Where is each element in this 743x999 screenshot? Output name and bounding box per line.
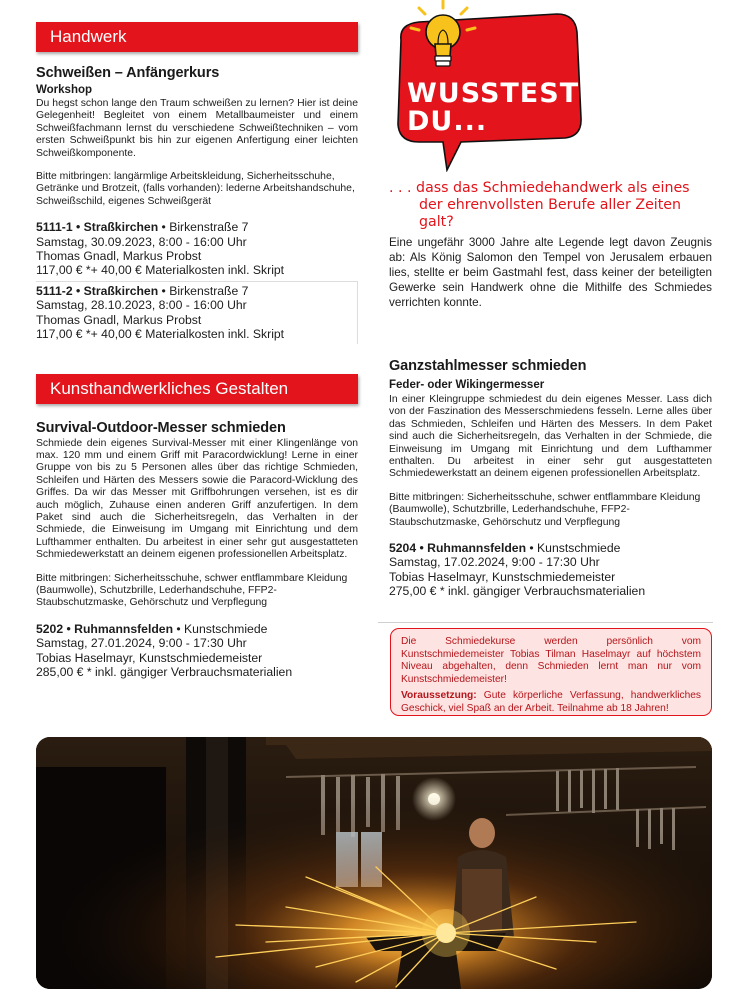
- blacksmith-forge-photo: [36, 737, 712, 989]
- fact-quote-continuation: der ehrenvollsten Berufe aller Zeiten galt?: [419, 197, 682, 230]
- requirement-text: Gute körperliche Verfassung, handwerkliches Geschick, viel Spaß an der Arbeit. Teilnahme ab 18 Jahren!: [401, 690, 701, 714]
- course-bring-list: Bitte mitbringen: Sicherheitsschuhe, schwer entflammbare Kleidung (Baumwolle), Schutzbrille, Lederhandschuhe, FFP2-Staubschutzmaske, Gehörschutz und Verpflegung: [389, 491, 701, 528]
- event-price: 275,00 € * inkl. gängiger Verbrauchsmaterialien: [389, 584, 646, 599]
- course-description: Du hegst schon lange den Traum schweißen zu lernen? Hier ist deine Gelegenheit! Begleitet von einem Metallbaumeister und einem Schweißfachmann lernst du verschiedene Schweißtechniken – vom ersten Schweißpunkt bis hin zur eigenen Anfertigung einer leichten Schweißkomponente.: [36, 98, 358, 159]
- course-subtitle: Feder- oder Wikingermesser: [389, 379, 545, 391]
- course-description: Schmiede dein eigenes Survival-Messer mit einer Klingenlänge von max. 120 mm und einem Griff mit Paracordwicklung! Lerne in einer Gruppe von bis zu 5 Personen alles über das richtige Schmieden, Schleifen und Härten des Messers sowie die Paracord-Wicklung des Griffes. Da wir das Messer mit Griffbohrungen versehen, ist es dir auch möglich, Zuhause einen anderen Griff anzufertigen. In dem Paket sind auch die Sicherheitsregeln, das Verhalten in der Schmiede, die Einweisung im Umgang mit Einrichtung und dem Lufthammer enthalten. Du arbeitest in einer sehr gut ausgestatteten Schmiedewerkstatt an deinem eigenen professionellen Arbeitsplatz.: [36, 437, 358, 561]
- course-event: [36, 281, 358, 344]
- fact-quote-lead: . . . dass das Schmiedehandwerk als eines: [389, 180, 690, 196]
- event-location: • Birkenstraße 7: [158, 220, 249, 235]
- course-event: [36, 622, 358, 680]
- event-date: Samstag, 17.02.2024, 9:00 - 17:30 Uhr: [389, 555, 600, 570]
- bubble-line1: WUSSTEST: [407, 78, 580, 109]
- course-title: Survival-Outdoor-Messer schmieden: [36, 419, 286, 436]
- section-banner-kunsthandwerk: Kunsthandwerkliches Gestalten: [36, 374, 358, 404]
- course-survival-knife: [36, 420, 358, 680]
- course-event: [36, 220, 358, 278]
- fact-quote: [389, 180, 712, 231]
- course-bring-list: Bitte mitbringen: Sicherheitsschuhe, schwer entflammbare Kleidung (Baumwolle), Schutzbrille, Lederhandschuhe, FFP2-Staubschutzmaske, Gehörschutz und Verpflegung: [36, 572, 348, 609]
- bubble-line2: DU...: [407, 106, 488, 137]
- course-description: In einer Kleingruppe schmiedest du dein eigenes Messer. Lass dich von der Faszination des Messerschmiedens fesseln. Lerne alles über das Schmieden, Schleifen und Härten des Messers. In dem Paket sind auch die Sicherheitsregeln, das Verhalten in der Schmiede, die Einweisung im Umgang mit Einrichtung und dem Lufthammer enthalten. Du arbeitest in einer sehr gut ausgestatteten Schmiedewerkstatt an deinem eigenen professionellen Arbeitsplatz.: [389, 394, 712, 480]
- event-date: Samstag, 30.09.2023, 8:00 - 16:00 Uhr: [36, 234, 247, 249]
- info-text: Die Schmiedekurse werden persönlich vom Kunstschmiedemeister Tobias Tilman Haselmayr auf höchstem Niveau abgehalten, denn Schmieden lernt man nur vom Kunstschmiedemeister!: [401, 636, 701, 685]
- event-price: 285,00 € * inkl. gängiger Verbrauchsmaterialien: [36, 665, 293, 679]
- event-date: Samstag, 27.01.2024, 9:00 - 17:30 Uhr: [36, 636, 247, 651]
- event-location: • Birkenstraße 7: [158, 283, 249, 298]
- event-code: 5111-1 • Straßkirchen: [36, 220, 159, 235]
- event-code: 5204 • Ruhmannsfelden: [389, 541, 527, 556]
- event-price: 117,00 € *+ 40,00 € Materialkosten inkl. Skript: [36, 327, 285, 342]
- event-location: • Kunstschmiede: [173, 621, 268, 636]
- did-you-know-bubble: [389, 0, 589, 172]
- event-code: 5202 • Ruhmannsfelden: [36, 621, 174, 636]
- left-column: [36, 22, 358, 679]
- event-code: 5111-2 • Straßkirchen: [36, 283, 159, 298]
- info-requirement: [401, 690, 701, 715]
- event-instructors: Thomas Gnadl, Markus Probst: [36, 249, 202, 264]
- course-bring-list: Bitte mitbringen: langärmlige Arbeitskleidung, Sicherheitsschuhe, Getränke und Brotzeit, (falls vorhanden): lederne Arbeitshandschuhe, Schweißschild, eigenes Schweißgerät: [36, 171, 355, 207]
- course-title: Ganzstahlmesser schmieden: [389, 358, 587, 374]
- course-title: Schweißen – Anfängerkurs: [36, 65, 220, 81]
- event-price: 117,00 € *+ 40,00 € Materialkosten inkl. Skript: [36, 263, 285, 278]
- course-full-steel-knife: [389, 358, 712, 599]
- event-date: Samstag, 28.10.2023, 8:00 - 16:00 Uhr: [36, 298, 247, 313]
- event-instructors: Tobias Haselmayr, Kunstschmiedemeister: [36, 650, 263, 665]
- course-event: [389, 541, 712, 599]
- did-you-know-fact: [389, 180, 712, 310]
- divider: [378, 622, 713, 623]
- event-instructors: Thomas Gnadl, Markus Probst: [36, 312, 202, 327]
- course-subtitle: Workshop: [36, 84, 93, 96]
- requirement-label: Voraussetzung:: [401, 690, 477, 702]
- section-banner-handwerk: Handwerk: [36, 22, 358, 52]
- event-location: • Kunstschmiede: [526, 541, 621, 556]
- info-box: [390, 628, 712, 716]
- fact-body: Eine ungefähr 3000 Jahre alte Legende legt davon Zeugnis ab: Als König Salomon den Tempel von Jerusalem erbauen lies, stellte er beim Gastmahl fest, dass keiner der beteiligten Gewerke sein Handwerk ohne die Mithilfe des Schmiedes verrichten konnte.: [389, 236, 712, 309]
- course-welding: [36, 65, 358, 344]
- event-instructors: Tobias Haselmayr, Kunstschmiedemeister: [389, 569, 616, 584]
